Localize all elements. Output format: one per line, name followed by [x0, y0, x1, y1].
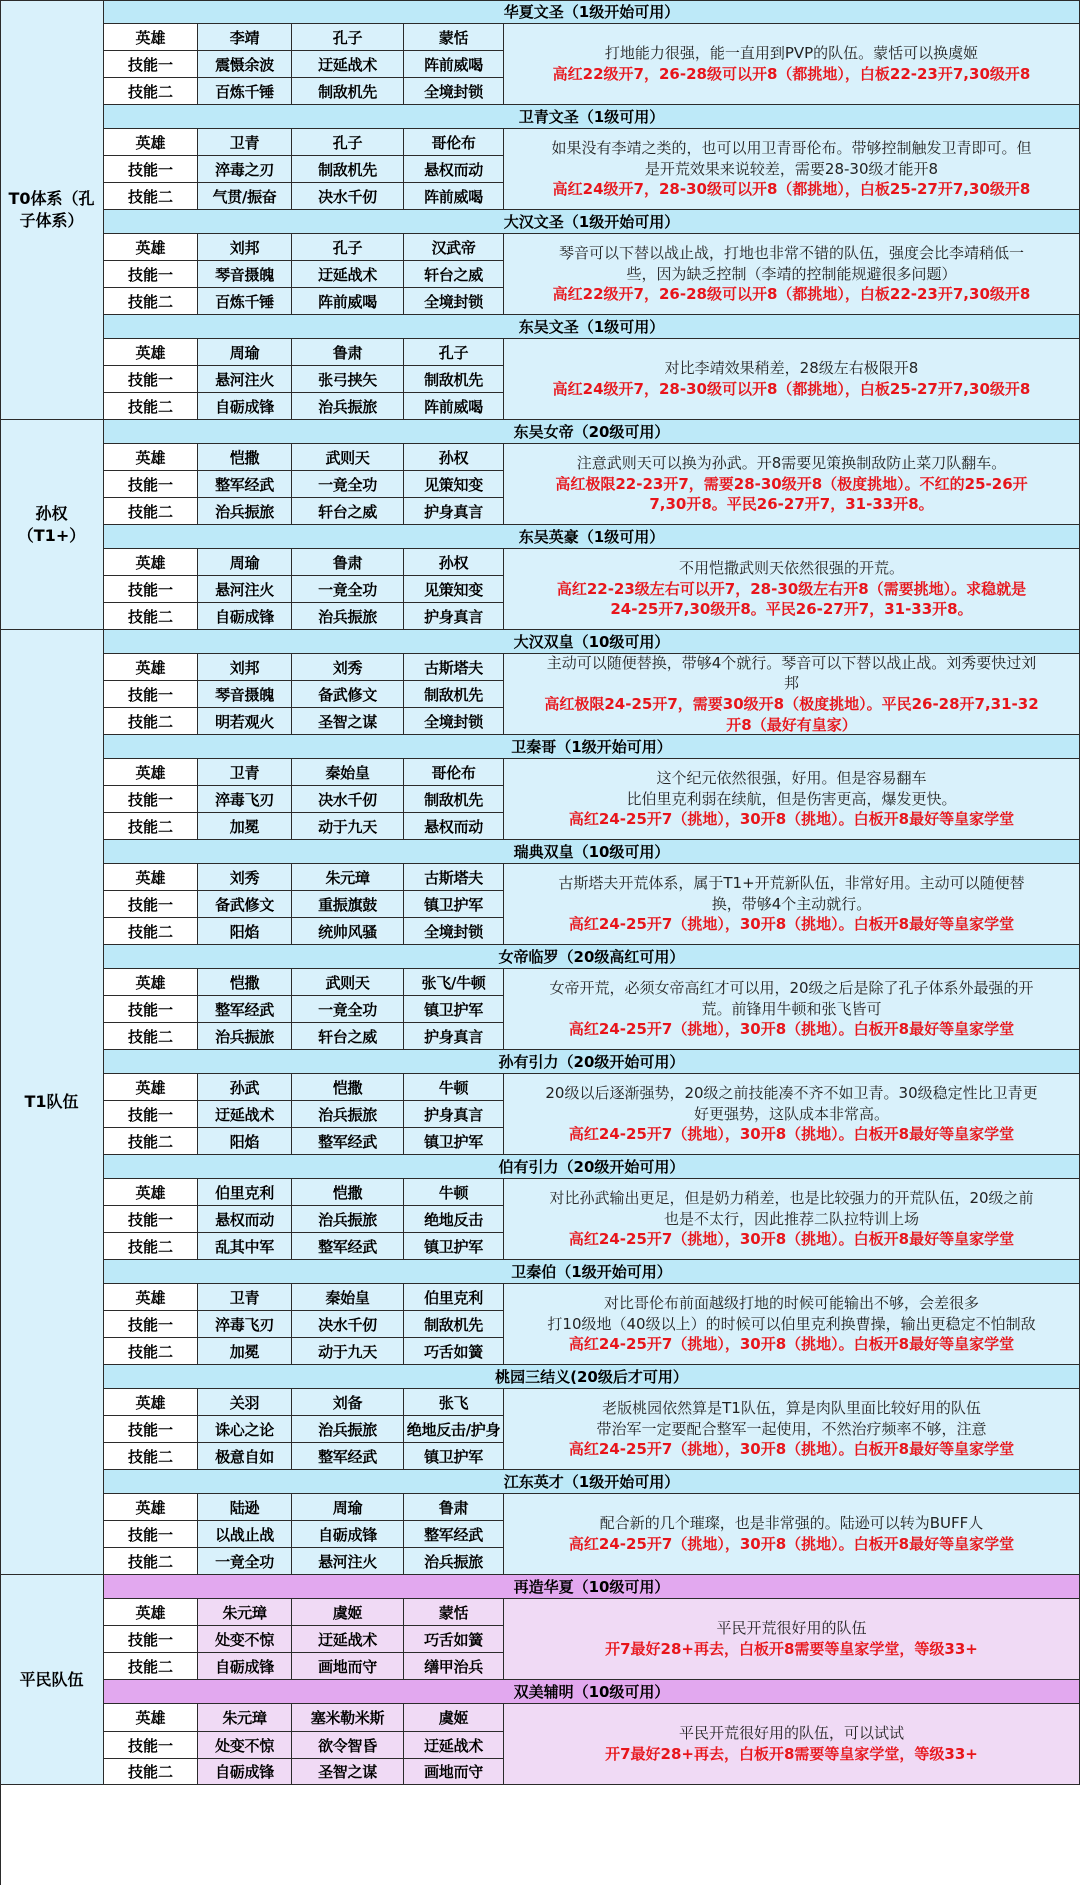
skill-name: 护身真言 [404, 498, 504, 525]
row-label: 技能一 [104, 1101, 198, 1128]
team-description [504, 864, 1080, 945]
skill-name: 明若观火 [198, 708, 292, 735]
skill-name: 制敌机先 [404, 366, 504, 393]
row-label: 技能二 [104, 708, 198, 735]
skill-name: 悬河注火 [292, 1548, 404, 1575]
hero-name: 秦始皇 [292, 1284, 404, 1311]
row-label: 英雄 [104, 1494, 198, 1521]
team-note: 比伯里克利弱在续航，但是伤害更高，爆发更快。 [626, 789, 957, 808]
row-label: 技能一 [104, 681, 198, 708]
team-note: 换，带够4个主动就行。 [711, 894, 872, 913]
skill-name: 动于九天 [292, 813, 404, 840]
skill-name: 护身真言 [404, 1023, 504, 1050]
skill-name: 悬河注火 [198, 366, 292, 393]
row-label: 技能一 [104, 1311, 198, 1338]
hero-name: 武则天 [292, 444, 404, 471]
hero-name: 孔子 [292, 129, 404, 156]
hero-name: 孙武 [198, 1074, 292, 1101]
team-note: 打地能力很强，能一直用到PVP的队伍。蒙恬可以换虞姬 [604, 44, 979, 63]
team-note: 邦 [783, 674, 799, 693]
skill-name: 阵前威喝 [404, 183, 504, 210]
row-label: 技能一 [104, 1626, 198, 1653]
skill-name: 迂延战术 [292, 1626, 404, 1653]
team-description [504, 1599, 1080, 1680]
hero-name: 鲁肃 [404, 1494, 504, 1521]
hero-name: 哥伦布 [404, 129, 504, 156]
row-label: 技能二 [104, 1759, 198, 1785]
row-label: 英雄 [104, 969, 198, 996]
hero-name: 关羽 [198, 1389, 292, 1416]
tier-label: 平民队伍 [0, 1575, 104, 1785]
row-label: 英雄 [104, 234, 198, 261]
team-note: 老版桃园依然算是T1队伍，算是肉队里面比较好用的队伍 [602, 1398, 981, 1417]
skill-name: 迂延战术 [292, 261, 404, 288]
row-label: 技能二 [104, 78, 198, 105]
hero-name: 汉武帝 [404, 234, 504, 261]
team-title: 卫秦伯（1级开始可用） [104, 1260, 1080, 1284]
skill-name: 护身真言 [404, 1101, 504, 1128]
team-description [504, 234, 1080, 315]
row-label: 英雄 [104, 444, 198, 471]
hero-name: 蒙恬 [404, 1599, 504, 1626]
row-label: 英雄 [104, 339, 198, 366]
skill-name: 缮甲治兵 [404, 1653, 504, 1680]
skill-name: 淬毒飞刃 [198, 786, 292, 813]
team-title: 大汉文圣（1级开始可用） [104, 210, 1080, 234]
hero-name: 鲁肃 [292, 339, 404, 366]
team-note: 平民开荒很好用的队伍，可以试试 [678, 1724, 904, 1743]
team-description [504, 444, 1080, 525]
skill-name: 悬权而动 [404, 156, 504, 183]
team-description [504, 1179, 1080, 1260]
hero-name: 恺撒 [292, 1074, 404, 1101]
skill-name: 圣智之谋 [292, 1759, 404, 1785]
row-label: 技能一 [104, 996, 198, 1023]
row-label: 英雄 [104, 654, 198, 681]
team-note: 好更强势，这队成本非常高。 [693, 1104, 889, 1123]
row-label: 技能一 [104, 1521, 198, 1548]
skill-name: 一竟全功 [292, 471, 404, 498]
skill-name: 极意自如 [198, 1443, 292, 1470]
skill-name: 震慑余波 [198, 51, 292, 78]
hero-name: 哥伦布 [404, 759, 504, 786]
skill-name: 统帅风骚 [292, 918, 404, 945]
skill-name: 迂延战术 [404, 1732, 504, 1759]
row-label: 技能一 [104, 786, 198, 813]
skill-name: 阵前威喝 [404, 51, 504, 78]
hero-name: 恺撒 [198, 969, 292, 996]
skill-name: 绝地反击/护身 [404, 1416, 504, 1443]
team-description [504, 1284, 1080, 1365]
skill-name: 全境封锁 [404, 78, 504, 105]
skill-name: 镇卫护军 [404, 1443, 504, 1470]
skill-name: 镇卫护军 [404, 891, 504, 918]
row-label: 技能一 [104, 366, 198, 393]
hero-name: 秦始皇 [292, 759, 404, 786]
skill-name: 琴音摄魄 [198, 261, 292, 288]
skill-name: 阵前威喝 [404, 393, 504, 420]
row-label: 技能二 [104, 393, 198, 420]
team-timing-highlight: 高红24-25开7（挑地），30开8（挑地）。白板开8最好等皇家学堂 [568, 1335, 1015, 1354]
skill-name: 迂延战术 [198, 1101, 292, 1128]
skill-name: 整军经武 [292, 1233, 404, 1260]
team-title: 卫青文圣（1级可用） [104, 105, 1080, 129]
skill-name: 诛心之论 [198, 1416, 292, 1443]
skill-name: 阵前威喝 [292, 288, 404, 315]
row-label: 技能二 [104, 1338, 198, 1365]
row-label: 技能一 [104, 1732, 198, 1759]
team-note: 女帝开荒，必须女帝高红才可以用，20级之后是除了孔子体系外最强的开 [549, 978, 1034, 997]
team-title: 江东英才（1级开始可用） [104, 1470, 1080, 1494]
team-title: 再造华夏（10级可用） [104, 1575, 1080, 1599]
skill-name: 淬毒之刃 [198, 156, 292, 183]
team-timing-highlight: 高红24-25开7（挑地），30开8（挑地）。白板开8最好等皇家学堂 [568, 1020, 1015, 1039]
row-label: 技能二 [104, 603, 198, 630]
row-label: 技能二 [104, 1548, 198, 1575]
hero-name: 鲁肃 [292, 549, 404, 576]
hero-name: 伯里克利 [198, 1179, 292, 1206]
row-label: 技能一 [104, 261, 198, 288]
hero-name: 牛顿 [404, 1179, 504, 1206]
team-timing-highlight: 7,30开8。平民26-27开7，31-33开8。 [649, 495, 934, 514]
team-note: 琴音可以下替以战止战，打地也非常不错的队伍，强度会比李靖稍低一 [558, 243, 1024, 262]
team-description [504, 1494, 1080, 1575]
team-note: 对比孙武输出更足，但是奶力稍差，也是比较强力的开荒队伍，20级之前 [549, 1188, 1034, 1207]
hero-name: 张飞 [404, 1389, 504, 1416]
team-note: 荒。前锋用牛顿和张飞皆可 [701, 999, 882, 1018]
skill-name: 琴音摄魄 [198, 681, 292, 708]
row-label: 英雄 [104, 549, 198, 576]
row-label: 技能二 [104, 498, 198, 525]
team-note: 对比李靖效果稍差，28级左右极限开8 [664, 359, 919, 378]
team-timing-highlight: 高红24-25开7（挑地），30开8（挑地）。白板开8最好等皇家学堂 [568, 915, 1015, 934]
skill-name: 整军经武 [198, 996, 292, 1023]
skill-name: 悬河注火 [198, 576, 292, 603]
row-label: 技能二 [104, 1128, 198, 1155]
skill-name: 治兵振旅 [198, 498, 292, 525]
skill-name: 见策知变 [404, 471, 504, 498]
skill-name: 处变不惊 [198, 1732, 292, 1759]
team-title: 大汉双皇（10级可用） [104, 630, 1080, 654]
skill-name: 镇卫护军 [404, 996, 504, 1023]
skill-name: 一竟全功 [292, 996, 404, 1023]
hero-name: 周瑜 [198, 339, 292, 366]
skill-name: 自砺成锋 [198, 603, 292, 630]
hero-name: 塞米勒米斯 [292, 1704, 404, 1732]
skill-name: 制敌机先 [404, 681, 504, 708]
team-timing-highlight: 24-25开7,30级开8。平民26-27开7，31-33开8。 [610, 600, 973, 619]
hero-name: 虞姬 [404, 1704, 504, 1732]
hero-name: 孔子 [292, 234, 404, 261]
team-title: 双美辅明（10级可用） [104, 1680, 1080, 1704]
hero-name: 牛顿 [404, 1074, 504, 1101]
skill-name: 备武修文 [292, 681, 404, 708]
team-title: 华夏文圣（1级开始可用） [104, 0, 1080, 24]
skill-name: 全境封锁 [404, 918, 504, 945]
skill-name: 制敌机先 [404, 1311, 504, 1338]
row-label: 技能二 [104, 183, 198, 210]
hero-name: 李靖 [198, 24, 292, 51]
row-label: 英雄 [104, 864, 198, 891]
skill-name: 整军经武 [404, 1521, 504, 1548]
hero-name: 张飞/牛顿 [404, 969, 504, 996]
team-timing-highlight: 高红24-25开7（挑地），30开8（挑地）。白板开8最好等皇家学堂 [568, 810, 1015, 829]
skill-name: 自砺成锋 [198, 1759, 292, 1785]
skill-name: 百炼千锤 [198, 288, 292, 315]
skill-name: 重振旗鼓 [292, 891, 404, 918]
hero-name: 古斯塔夫 [404, 654, 504, 681]
team-description [504, 1704, 1080, 1785]
hero-name: 恺撒 [198, 444, 292, 471]
team-note: 平民开荒很好用的队伍 [716, 1619, 867, 1638]
team-note: 打10级地（40级以上）的时候可以伯里克利换曹操，输出更稳定不怕制敌 [547, 1314, 1036, 1333]
skill-name: 整军经武 [198, 471, 292, 498]
team-description [504, 1074, 1080, 1155]
row-label: 技能二 [104, 918, 198, 945]
skill-name: 动于九天 [292, 1338, 404, 1365]
hero-name: 朱元璋 [198, 1599, 292, 1626]
skill-name: 一竟全功 [292, 576, 404, 603]
row-label: 技能一 [104, 156, 198, 183]
skill-name: 绝地反击 [404, 1206, 504, 1233]
team-timing-highlight: 高红22级开7，26-28级可以开8（都挑地），白板22-23开7,30级开8 [552, 65, 1031, 83]
skill-name: 护身真言 [404, 603, 504, 630]
hero-name: 孙权 [404, 444, 504, 471]
team-title: 东吴英豪（1级可用） [104, 525, 1080, 549]
team-title: 卫秦哥（1级开始可用） [104, 735, 1080, 759]
team-title: 伯有引力（20级开始可用） [104, 1155, 1080, 1179]
skill-name: 轩台之威 [292, 1023, 404, 1050]
team-timing-highlight: 高红24级开7，28-30级可以开8（都挑地），白板25-27开7,30级开8 [552, 180, 1031, 199]
team-description [504, 1389, 1080, 1470]
skill-name: 百炼千锤 [198, 78, 292, 105]
skill-name: 治兵振旅 [292, 393, 404, 420]
skill-name: 备武修文 [198, 891, 292, 918]
hero-name: 刘备 [292, 1389, 404, 1416]
skill-name: 镇卫护军 [404, 1128, 504, 1155]
row-label: 英雄 [104, 1704, 198, 1732]
team-timing-highlight: 高红24级开7，28-30级可以开8（都挑地），白板25-27开7,30级开8 [552, 380, 1031, 398]
skill-name: 悬权而动 [198, 1206, 292, 1233]
team-note: 注意武则天可以换为孙武。开8需要见策换制敌防止菜刀队翻车。 [576, 453, 1007, 472]
row-label: 技能一 [104, 1206, 198, 1233]
team-note: 不用恺撒武则天依然很强的开荒。 [678, 558, 904, 577]
skill-name: 一竟全功 [198, 1548, 292, 1575]
skill-name: 阳焰 [198, 1128, 292, 1155]
team-note: 是开荒效果来说较差，需要28-30级才能开8 [644, 159, 939, 178]
team-timing-highlight: 高红22级开7，26-28级可以开8（都挑地），白板22-23开7,30级开8 [552, 285, 1031, 304]
hero-name: 刘秀 [198, 864, 292, 891]
team-description [504, 339, 1080, 420]
skill-name: 乱其中军 [198, 1233, 292, 1260]
skill-name: 圣智之谋 [292, 708, 404, 735]
skill-name: 整军经武 [292, 1443, 404, 1470]
skill-name: 决水千仞 [292, 786, 404, 813]
skill-name: 阳焰 [198, 918, 292, 945]
skill-name: 决水千仞 [292, 183, 404, 210]
team-description [504, 549, 1080, 630]
hero-name: 武则天 [292, 969, 404, 996]
row-label: 英雄 [104, 1284, 198, 1311]
team-description [504, 759, 1080, 840]
team-note: 也是不太行，因此推荐二队拉特训上场 [663, 1209, 919, 1228]
skill-name: 轩台之威 [404, 261, 504, 288]
team-timing-highlight: 开7最好28+再去，白板开8需要等皇家学堂，等级33+ [605, 1640, 978, 1658]
row-label: 技能二 [104, 1023, 198, 1050]
skill-name: 制敌机先 [404, 786, 504, 813]
team-note: 主动可以随便替换，带够4个就行。琴音可以下替以战止战。刘秀要快过刘 [546, 654, 1037, 672]
skill-name: 治兵振旅 [292, 603, 404, 630]
hero-name: 周瑜 [198, 549, 292, 576]
team-note: 些，因为缺乏控制（李靖的控制能规避很多问题） [626, 264, 957, 283]
hero-name: 刘邦 [198, 234, 292, 261]
skill-name: 见策知变 [404, 576, 504, 603]
team-timing-highlight: 高红24-25开7（挑地），30开8（挑地）。白板开8最好等皇家学堂 [568, 1440, 1015, 1459]
skill-name: 巧舌如簧 [404, 1626, 504, 1653]
hero-name: 孔子 [292, 24, 404, 51]
hero-name: 虞姬 [292, 1599, 404, 1626]
team-timing-highlight: 高红24-25开7（挑地），30开8（挑地）。白板开8最好等皇家学堂 [568, 1535, 1015, 1553]
team-timing-highlight: 高红24-25开7（挑地），30开8（挑地）。白板开8最好等皇家学堂 [568, 1230, 1015, 1249]
team-timing-highlight: 开8（最好有皇家） [726, 715, 857, 734]
row-label: 英雄 [104, 129, 198, 156]
row-label: 英雄 [104, 1074, 198, 1101]
hero-name: 朱元璋 [198, 1704, 292, 1732]
hero-name: 恺撒 [292, 1179, 404, 1206]
hero-name: 卫青 [198, 759, 292, 786]
skill-name: 加冕 [198, 813, 292, 840]
hero-name: 卫青 [198, 1284, 292, 1311]
team-note: 古斯塔夫开荒体系，属于T1+开荒新队伍，非常好用。主动可以随便替 [558, 873, 1025, 892]
team-timing-highlight: 高红22-23级左右可以开7，28-30级左右开8（需要挑地）。求稳就是 [556, 579, 1027, 598]
skill-name: 镇卫护军 [404, 1233, 504, 1260]
hero-name: 蒙恬 [404, 24, 504, 51]
team-timing-highlight: 高红极限24-25开7，需要30级开8（极度挑地）。平民26-28开7,31-32 [544, 695, 1039, 713]
hero-name: 卫青 [198, 129, 292, 156]
skill-name: 自砺成锋 [292, 1521, 404, 1548]
team-note: 如果没有李靖之类的，也可以用卫青哥伦布。带够控制触发卫青即可。但 [551, 138, 1032, 157]
hero-name: 周瑜 [292, 1494, 404, 1521]
skill-name: 悬权而动 [404, 813, 504, 840]
team-description [504, 24, 1080, 105]
skill-name: 整军经武 [292, 1128, 404, 1155]
skill-name: 治兵振旅 [292, 1416, 404, 1443]
team-title: 瑞典双皇（10级可用） [104, 840, 1080, 864]
team-description [504, 654, 1080, 735]
tier-label: 孙权（T1+） [0, 420, 104, 630]
team-description [504, 129, 1080, 210]
skill-name: 轩台之威 [292, 498, 404, 525]
team-note: 带治军一定要配合整军一起使用，不然治疗频率不够，注意 [596, 1419, 987, 1438]
skill-name: 张弓挟矢 [292, 366, 404, 393]
skill-name: 自砺成锋 [198, 1653, 292, 1680]
team-title: 东吴文圣（1级可用） [104, 315, 1080, 339]
team-note: 对比哥伦布前面越级打地的时候可能输出不够，会差很多 [603, 1293, 979, 1312]
row-label: 技能一 [104, 51, 198, 78]
team-description [504, 969, 1080, 1050]
row-label: 技能一 [104, 891, 198, 918]
row-label: 英雄 [104, 1599, 198, 1626]
row-label: 技能一 [104, 576, 198, 603]
skill-name: 迂延战术 [292, 51, 404, 78]
row-label: 英雄 [104, 1389, 198, 1416]
team-timing-highlight: 高红极限22-23开7，需要28-30级开8（极度挑地）。不红的25-26开 [555, 474, 1028, 493]
row-label: 英雄 [104, 1179, 198, 1206]
skill-name: 气贯/振奋 [198, 183, 292, 210]
row-label: 英雄 [104, 24, 198, 51]
row-label: 技能一 [104, 1416, 198, 1443]
team-title: 桃园三结义(20级后才可用） [104, 1365, 1080, 1389]
team-timing-highlight: 高红24-25开7（挑地），30开8（挑地）。白板开8最好等皇家学堂 [568, 1125, 1015, 1144]
skill-name: 画地而守 [404, 1759, 504, 1785]
hero-name: 朱元璋 [292, 864, 404, 891]
skill-name: 治兵振旅 [292, 1206, 404, 1233]
team-note: 这个纪元依然很强，好用。但是容易翻车 [656, 768, 927, 787]
hero-name: 孔子 [404, 339, 504, 366]
skill-name: 治兵振旅 [198, 1023, 292, 1050]
skill-name: 巧舌如簧 [404, 1338, 504, 1365]
hero-name: 伯里克利 [404, 1284, 504, 1311]
row-label: 技能二 [104, 288, 198, 315]
skill-name: 决水千仞 [292, 1311, 404, 1338]
hero-name: 刘邦 [198, 654, 292, 681]
skill-name: 以战止战 [198, 1521, 292, 1548]
hero-name: 孙权 [404, 549, 504, 576]
row-label: 技能二 [104, 813, 198, 840]
row-label: 技能二 [104, 1443, 198, 1470]
skill-name: 欲令智昏 [292, 1732, 404, 1759]
team-note: 20级以后逐渐强势，20级之前技能凑不齐不如卫青。30级稳定性比卫青更 [545, 1083, 1038, 1102]
row-label: 英雄 [104, 759, 198, 786]
row-label: 技能二 [104, 1233, 198, 1260]
row-label: 技能二 [104, 1653, 198, 1680]
team-note: 配合新的几个璀璨，也是非常强的。陆逊可以转为BUFF人 [599, 1514, 984, 1533]
skill-name: 淬毒飞刃 [198, 1311, 292, 1338]
tier-label: T0体系（孔子体系） [0, 0, 104, 420]
hero-name: 陆逊 [198, 1494, 292, 1521]
skill-name: 自砺成锋 [198, 393, 292, 420]
skill-name: 画地而守 [292, 1653, 404, 1680]
team-title: 女帝临罗（20级高红可用） [104, 945, 1080, 969]
team-timing-highlight: 开7最好28+再去，白板开8需要等皇家学堂，等级33+ [605, 1745, 978, 1763]
hero-name: 刘秀 [292, 654, 404, 681]
team-title: 东吴女帝（20级可用） [104, 420, 1080, 444]
skill-name: 处变不惊 [198, 1626, 292, 1653]
team-title: 孙有引力（20级开始可用） [104, 1050, 1080, 1074]
skill-name: 治兵振旅 [404, 1548, 504, 1575]
skill-name: 全境封锁 [404, 288, 504, 315]
skill-name: 治兵振旅 [292, 1101, 404, 1128]
row-label: 技能一 [104, 471, 198, 498]
skill-name: 加冕 [198, 1338, 292, 1365]
tier-label: T1队伍 [0, 630, 104, 1575]
skill-name: 制敌机先 [292, 156, 404, 183]
skill-name: 全境封锁 [404, 708, 504, 735]
hero-name: 古斯塔夫 [404, 864, 504, 891]
skill-name: 制敌机先 [292, 78, 404, 105]
